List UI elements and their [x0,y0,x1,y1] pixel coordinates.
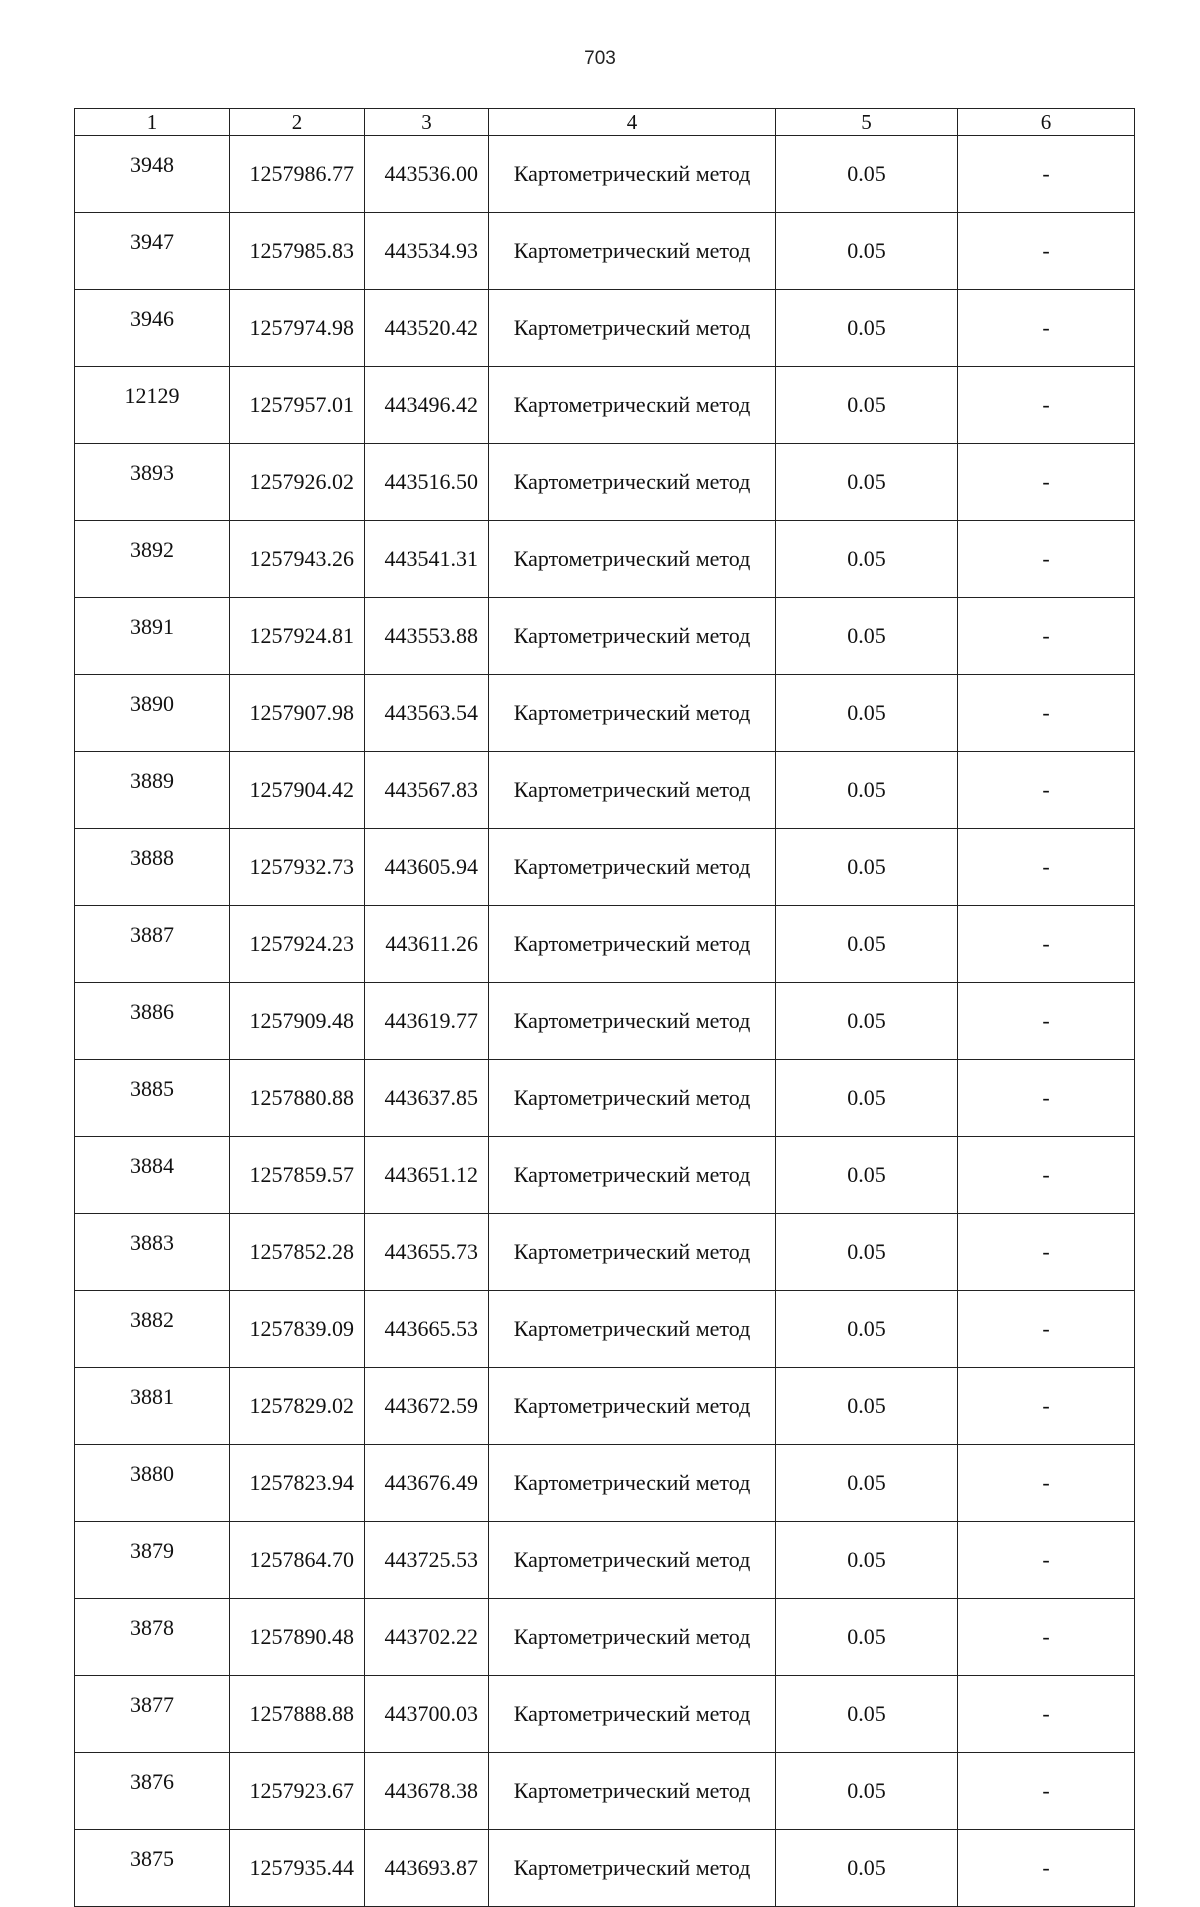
accuracy-cell: 0.05 [776,675,958,752]
point-number-cell: 3878 [75,1599,230,1676]
table-row [75,1676,1135,1753]
y-coordinate-cell: 443655.73 [365,1214,489,1291]
y-coordinate-cell: 443725.53 [365,1522,489,1599]
page-number: 703 [584,48,616,69]
accuracy-cell: 0.05 [776,1445,958,1522]
column-header: 4 [489,109,776,136]
table-row [75,1137,1135,1214]
point-number-cell: 3881 [75,1368,230,1445]
method-cell: Картометрический метод [489,1214,776,1291]
method-cell: Картометрический метод [489,1599,776,1676]
table-row [75,1599,1135,1676]
point-number-cell: 3891 [75,598,230,675]
method-cell: Картометрический метод [489,598,776,675]
method-cell: Картометрический метод [489,829,776,906]
point-number-cell: 3879 [75,1522,230,1599]
accuracy-cell: 0.05 [776,444,958,521]
y-coordinate-cell: 443676.49 [365,1445,489,1522]
table-row [75,752,1135,829]
accuracy-cell: 0.05 [776,1676,958,1753]
y-coordinate-cell: 443665.53 [365,1291,489,1368]
column-header: 3 [365,109,489,136]
accuracy-cell: 0.05 [776,1368,958,1445]
note-cell: - [958,1368,1135,1445]
method-cell: Картометрический метод [489,1676,776,1753]
coordinates-table [74,108,1135,1907]
y-coordinate-cell: 443611.26 [365,906,489,983]
y-coordinate-cell: 443678.38 [365,1753,489,1830]
x-coordinate-cell: 1257907.98 [230,675,365,752]
method-cell: Картометрический метод [489,752,776,829]
x-coordinate-cell: 1257823.94 [230,1445,365,1522]
method-cell: Картометрический метод [489,983,776,1060]
point-number-cell: 3946 [75,290,230,367]
accuracy-cell: 0.05 [776,136,958,213]
method-cell: Картометрический метод [489,290,776,367]
x-coordinate-cell: 1257909.48 [230,983,365,1060]
table-row [75,444,1135,521]
x-coordinate-cell: 1257839.09 [230,1291,365,1368]
note-cell: - [958,598,1135,675]
note-cell: - [958,983,1135,1060]
point-number-cell: 3883 [75,1214,230,1291]
table-row [75,983,1135,1060]
y-coordinate-cell: 443702.22 [365,1599,489,1676]
point-number-cell: 3882 [75,1291,230,1368]
method-cell: Картометрический метод [489,136,776,213]
method-cell: Картометрический метод [489,1060,776,1137]
y-coordinate-cell: 443563.54 [365,675,489,752]
x-coordinate-cell: 1257880.88 [230,1060,365,1137]
x-coordinate-cell: 1257852.28 [230,1214,365,1291]
method-cell: Картометрический метод [489,1368,776,1445]
x-coordinate-cell: 1257974.98 [230,290,365,367]
table-row [75,1753,1135,1830]
method-cell: Картометрический метод [489,213,776,290]
y-coordinate-cell: 443567.83 [365,752,489,829]
point-number-cell: 3886 [75,983,230,1060]
point-number-cell: 3880 [75,1445,230,1522]
point-number-cell: 3875 [75,1830,230,1907]
point-number-cell: 3892 [75,521,230,598]
note-cell: - [958,213,1135,290]
accuracy-cell: 0.05 [776,521,958,598]
note-cell: - [958,1753,1135,1830]
note-cell: - [958,290,1135,367]
method-cell: Картометрический метод [489,521,776,598]
y-coordinate-cell: 443619.77 [365,983,489,1060]
table-row [75,1214,1135,1291]
accuracy-cell: 0.05 [776,829,958,906]
y-coordinate-cell: 443693.87 [365,1830,489,1907]
table-row [75,829,1135,906]
y-coordinate-cell: 443520.42 [365,290,489,367]
accuracy-cell: 0.05 [776,752,958,829]
x-coordinate-cell: 1257986.77 [230,136,365,213]
table-row [75,598,1135,675]
point-number-cell: 3885 [75,1060,230,1137]
note-cell: - [958,752,1135,829]
accuracy-cell: 0.05 [776,1830,958,1907]
note-cell: - [958,675,1135,752]
note-cell: - [958,906,1135,983]
table-row [75,521,1135,598]
table-row [75,1060,1135,1137]
point-number-cell: 3948 [75,136,230,213]
table-row [75,1830,1135,1907]
note-cell: - [958,136,1135,213]
note-cell: - [958,829,1135,906]
note-cell: - [958,1137,1135,1214]
note-cell: - [958,1291,1135,1368]
table-row [75,213,1135,290]
y-coordinate-cell: 443516.50 [365,444,489,521]
point-number-cell: 12129 [75,367,230,444]
table-row [75,367,1135,444]
table-row [75,1522,1135,1599]
note-cell: - [958,1599,1135,1676]
x-coordinate-cell: 1257864.70 [230,1522,365,1599]
x-coordinate-cell: 1257926.02 [230,444,365,521]
table-header-row [75,109,1135,136]
y-coordinate-cell: 443651.12 [365,1137,489,1214]
y-coordinate-cell: 443605.94 [365,829,489,906]
note-cell: - [958,1830,1135,1907]
x-coordinate-cell: 1257888.88 [230,1676,365,1753]
table-row [75,290,1135,367]
x-coordinate-cell: 1257932.73 [230,829,365,906]
table-row [75,906,1135,983]
note-cell: - [958,367,1135,444]
note-cell: - [958,1522,1135,1599]
table-body [75,136,1135,1907]
accuracy-cell: 0.05 [776,906,958,983]
table-row [75,1445,1135,1522]
method-cell: Картометрический метод [489,1291,776,1368]
x-coordinate-cell: 1257829.02 [230,1368,365,1445]
x-coordinate-cell: 1257859.57 [230,1137,365,1214]
note-cell: - [958,1676,1135,1753]
y-coordinate-cell: 443672.59 [365,1368,489,1445]
column-header: 6 [958,109,1135,136]
y-coordinate-cell: 443536.00 [365,136,489,213]
x-coordinate-cell: 1257923.67 [230,1753,365,1830]
x-coordinate-cell: 1257924.23 [230,906,365,983]
column-header: 1 [75,109,230,136]
method-cell: Картометрический метод [489,1445,776,1522]
x-coordinate-cell: 1257943.26 [230,521,365,598]
note-cell: - [958,1060,1135,1137]
point-number-cell: 3884 [75,1137,230,1214]
method-cell: Картометрический метод [489,906,776,983]
accuracy-cell: 0.05 [776,367,958,444]
y-coordinate-cell: 443534.93 [365,213,489,290]
point-number-cell: 3890 [75,675,230,752]
accuracy-cell: 0.05 [776,1060,958,1137]
accuracy-cell: 0.05 [776,1753,958,1830]
accuracy-cell: 0.05 [776,983,958,1060]
y-coordinate-cell: 443700.03 [365,1676,489,1753]
point-number-cell: 3893 [75,444,230,521]
note-cell: - [958,1214,1135,1291]
x-coordinate-cell: 1257924.81 [230,598,365,675]
y-coordinate-cell: 443553.88 [365,598,489,675]
point-number-cell: 3888 [75,829,230,906]
point-number-cell: 3877 [75,1676,230,1753]
y-coordinate-cell: 443541.31 [365,521,489,598]
note-cell: - [958,444,1135,521]
x-coordinate-cell: 1257985.83 [230,213,365,290]
accuracy-cell: 0.05 [776,1214,958,1291]
note-cell: - [958,521,1135,598]
method-cell: Картометрический метод [489,1753,776,1830]
point-number-cell: 3876 [75,1753,230,1830]
method-cell: Картометрический метод [489,1137,776,1214]
point-number-cell: 3947 [75,213,230,290]
method-cell: Картометрический метод [489,444,776,521]
table-row [75,675,1135,752]
table-row [75,1368,1135,1445]
accuracy-cell: 0.05 [776,1291,958,1368]
accuracy-cell: 0.05 [776,213,958,290]
method-cell: Картометрический метод [489,367,776,444]
accuracy-cell: 0.05 [776,1522,958,1599]
table-row [75,1291,1135,1368]
x-coordinate-cell: 1257957.01 [230,367,365,444]
method-cell: Картометрический метод [489,675,776,752]
x-coordinate-cell: 1257935.44 [230,1830,365,1907]
accuracy-cell: 0.05 [776,1599,958,1676]
column-header: 2 [230,109,365,136]
y-coordinate-cell: 443496.42 [365,367,489,444]
table-row [75,136,1135,213]
method-cell: Картометрический метод [489,1522,776,1599]
note-cell: - [958,1445,1135,1522]
accuracy-cell: 0.05 [776,598,958,675]
point-number-cell: 3887 [75,906,230,983]
x-coordinate-cell: 1257890.48 [230,1599,365,1676]
accuracy-cell: 0.05 [776,1137,958,1214]
accuracy-cell: 0.05 [776,290,958,367]
column-header: 5 [776,109,958,136]
y-coordinate-cell: 443637.85 [365,1060,489,1137]
point-number-cell: 3889 [75,752,230,829]
x-coordinate-cell: 1257904.42 [230,752,365,829]
method-cell: Картометрический метод [489,1830,776,1907]
